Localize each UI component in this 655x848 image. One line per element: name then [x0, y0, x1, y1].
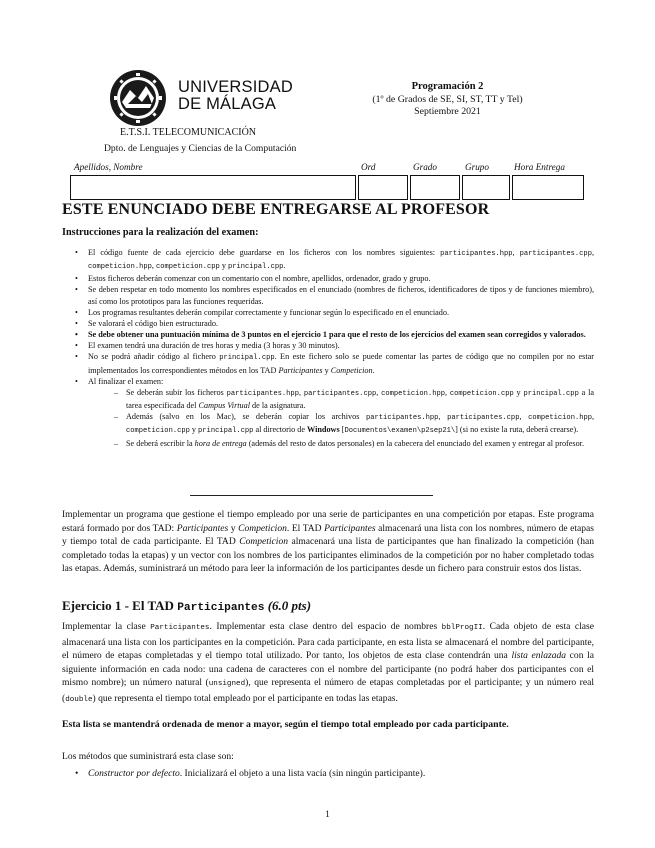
instruction-item: • El código fuente de cada ejercicio debe guardarse en los ficheros con los nombres siguientes: participantes.hpp, participantes.cpp, competicion.hpp, competicion.cpp y principal.cpp.: [62, 247, 594, 273]
label-hora: Hora Entrega: [514, 162, 565, 172]
university-line-2: DE MÁLAGA: [178, 95, 277, 113]
sub-instruction-item: – Se deberán subir los ficheros participantes.hpp, participantes.cpp, competicion.hpp, competicion.cpp y principal.cpp a la tarea especificada del Campus Virtual de la asignatura.: [88, 387, 594, 411]
ord-field-box[interactable]: [358, 175, 408, 200]
exercise-paragraph: Implementar la clase Participantes. Implementar esta clase dentro del espacio de nombres bblProgII. Cada objeto de esta clase almacenará una lista con los participantes en la competición. Para cada participante, en esta lista se almacenará el nombre del participante, el número de etapas completadas y el tiempo total utilizado. Por tanto, los objetos de esta clase contendrán una lista enlazada con la siguiente información en cada nodo: una cadena de caracteres con el nombre del participante (no podrá haber dos participantes con el mismo nombre); un número natural (unsigned), que representa el número de etapas completadas por el participante; y un número real (double) que representa el tiempo total empleado por el participante en todas las etapas.: [62, 621, 594, 704]
instruction-item: • Se deben respetar en todo momento los nombres especificados en el enunciado (nombres de ficheros, identificadores de tipos y de funciones miembro), así como los prototipos para las funciones requeridas.: [62, 284, 594, 306]
label-ord: Ord: [361, 162, 376, 172]
instructions-title: Instrucciones para la realización del examen:: [62, 227, 259, 238]
instruction-item: • No se podrá añadir código al fichero principal.cpp. En este fichero solo se puede comentar las partes de código que no compilen por no estar implementados los correspondientes métodos en los TAD Participantes y Competicion.: [62, 351, 594, 375]
label-name: Apellidos, Nombre: [74, 162, 143, 172]
university-seal-logo: [108, 68, 168, 128]
instruction-item: • Se valorará el código bien estructurado.: [62, 318, 594, 329]
university-line-1: UNIVERSIDAD: [178, 78, 293, 96]
name-field-box[interactable]: [70, 175, 356, 200]
grado-field-box[interactable]: [410, 175, 460, 200]
university-name: [178, 79, 293, 113]
label-grupo: Grupo: [465, 162, 489, 172]
intro-paragraph: Implementar un programa que gestione el tiempo empleado por una serie de participantes en una competición por etapas. Este programa estará formado por dos TAD: Participantes y Competicion. El TAD Participantes almacenará una lista con los nombres, número de etapas y tiempo total de cada participante. El TAD Competicion almacenará una lista de participantes que han finalizado la competición (han completado todas la etapas) y un vector con los nombres de los participantes eliminados de la competición por no haber completado todas las etapas. Además, suministrará un método para leer la información de los participantes desde un fichero para construir estos dos listas.: [62, 509, 595, 575]
grupo-field-box[interactable]: [462, 175, 510, 200]
exercise-bold-note: Esta lista se mantendrá ordenada de menor a mayor, según el tiempo total empleado por cada participante.: [62, 719, 509, 730]
page-number: 1: [325, 810, 330, 820]
sub-instructions-list: [88, 387, 594, 449]
sub-instruction-item: – Además (salvo en los Mac), se deberán copiar los archivos participantes.hpp, participantes.cpp, competicion.hpp, competicion.cpp y principal.cpp al directorio de Windows [Documentos\examen\p2sep21\] (si no existe la ruta, deberá crearse).: [88, 411, 594, 437]
course-info: [330, 81, 565, 119]
instruction-item-bold: • Se debe obtener una puntuación mínima de 3 puntos en el ejercicio 1 para que el resto de los ejercicios del examen sean corregidos y valorados.: [62, 329, 594, 340]
section-divider: [190, 495, 433, 496]
sub-instruction-item: – Se deberá escribir la hora de entrega (además del resto de datos personales) en la cabecera del enunciado del examen y entregar al profesor.: [88, 438, 594, 449]
page-title: ESTE ENUNCIADO DEBE ENTREGARSE AL PROFESOR: [62, 201, 490, 218]
bullet: •: [75, 768, 79, 779]
instruction-item: • Los programas resultantes deberán compilar correctamente y funcionar según lo especificado en el enunciado.: [62, 307, 594, 318]
hora-field-box[interactable]: [512, 175, 584, 200]
course-date: Septiembre 2021: [414, 106, 481, 117]
methods-intro: Los métodos que suministrará esta clase son:: [62, 751, 234, 762]
instruction-item: • Al finalizar el examen: – Se deberán subir los ficheros participantes.hpp, participantes.cpp, competicion.hpp, competicion.cpp y principal.cpp a la tarea especificada del Campus Virtual de la asignatura. – Además (salvo en los Mac), se deberán copiar los archivos participantes.hpp, participantes.cpp, competicion.hpp, competicion.cpp y principal.cpp al directorio de Windows [Documentos\examen\p2sep21\] (si no existe la ruta, deberá crearse). – Se deberá escribir la hora de entrega (además del resto de datos personales) en la cabecera del enunciado del examen y entregar al profesor.: [62, 376, 594, 449]
label-grado: Grado: [413, 162, 437, 172]
department-name: Dpto. de Lenguajes y Ciencias de la Computación: [104, 143, 297, 154]
instruction-item: • Estos ficheros deberán comenzar con un comentario con el nombre, apellidos, ordenador, grado y grupo.: [62, 273, 594, 284]
exercise-title: Ejercicio 1 - El TAD Participantes (6.0 pts): [62, 598, 312, 614]
school-name: E.T.S.I. TELECOMUNICACIÓN: [120, 127, 257, 138]
instruction-item: • El examen tendrá una duración de tres horas y media (3 horas y 30 minutos).: [62, 340, 594, 351]
course-subtitle: (1º de Grados de SE, SI, ST, TT y Tel): [372, 93, 523, 105]
course-title: Programación 2: [411, 81, 484, 92]
instructions-list: [62, 247, 594, 449]
